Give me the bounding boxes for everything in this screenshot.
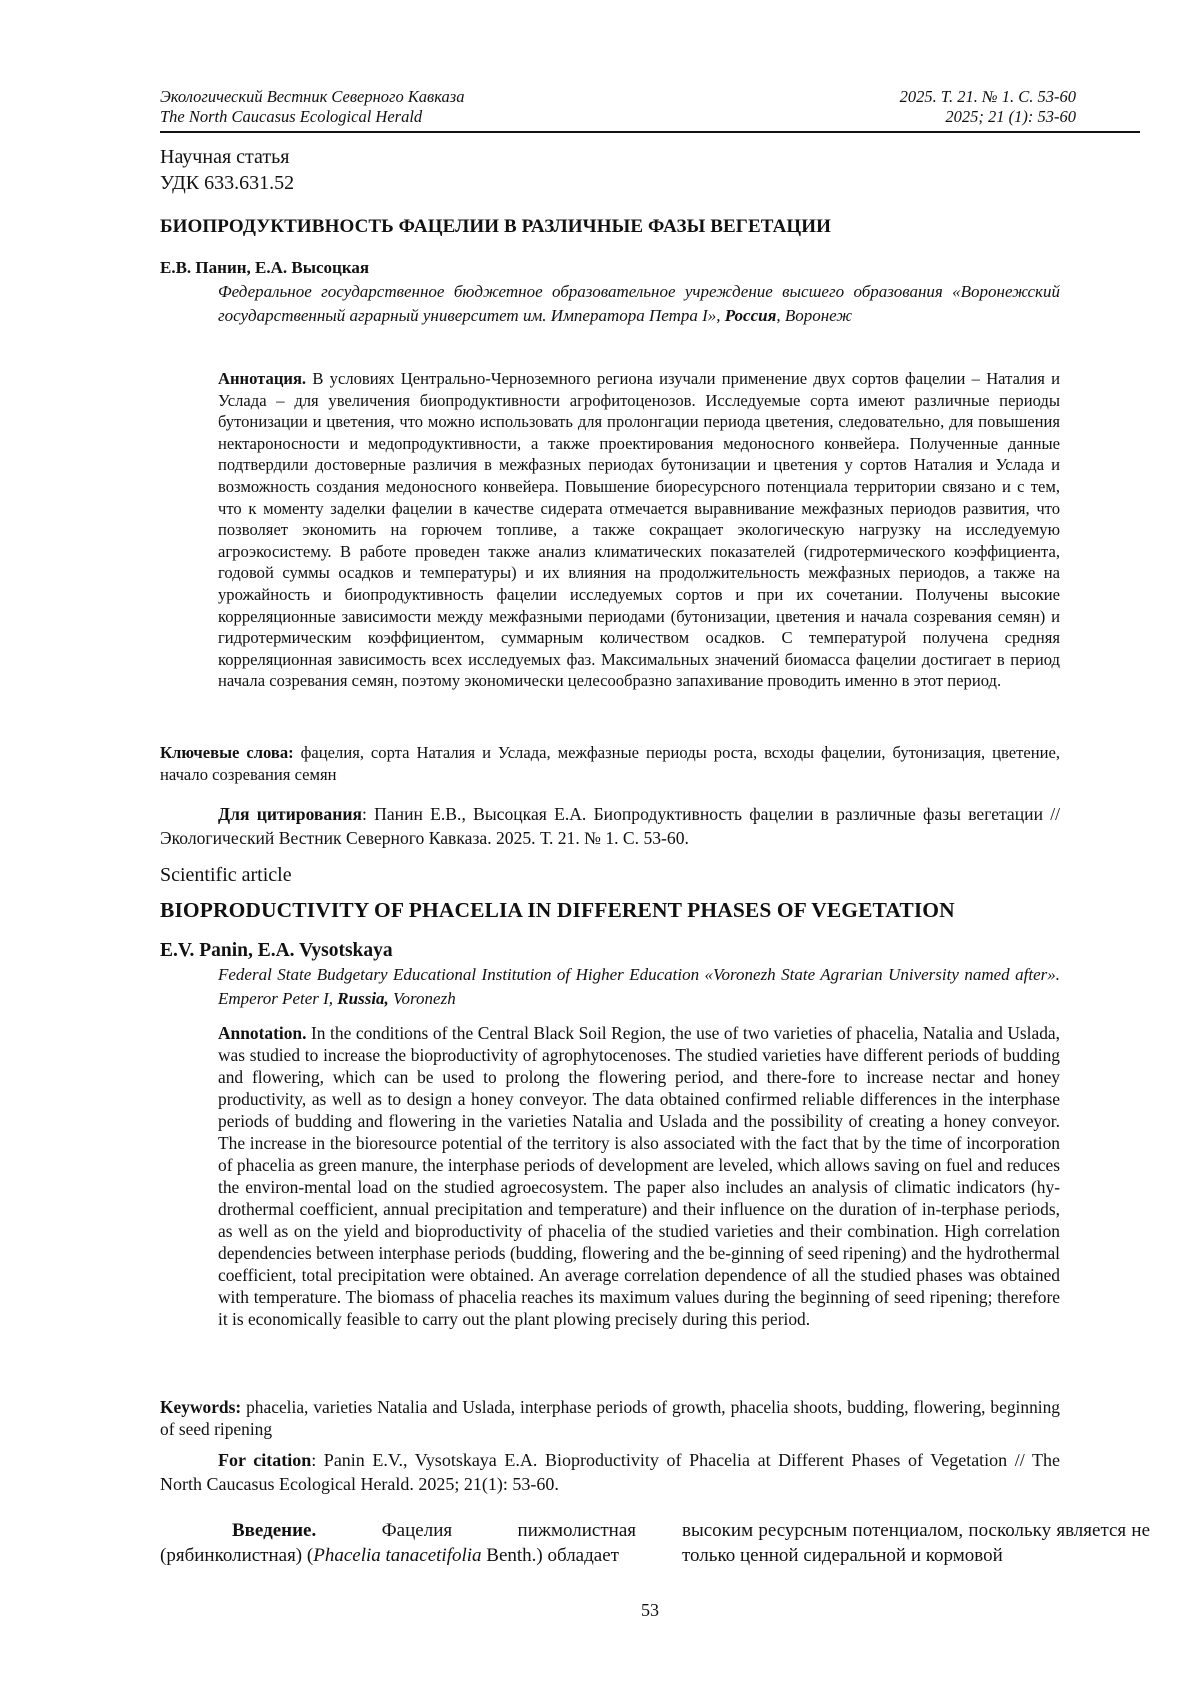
abstract-en-text: In the conditions of the Central Black Soil Region, the use of two varieties of phacelia, Natalia and Uslada, was studied to increase the bioproductivity of agrophytocenoses. The studied varieties have different periods of budding and flowering, which can be used to prolong the flowering period, and there-fore to increase nectar and honey productivity, as well as to design a honey conveyor. The data obtained confirmed reliable differences in the interphase periods of budding and flowering in the varieties Natalia and Uslada and the possibility of creating a honey conveyor. The increase in the bioresource potential of the territory is also associated with the fact that by the time of incorporation of phacelia as green manure, the interphase periods of development are leveled, which allows saving on fuel and reduces the environ-mental load on the studied agroecosystem. The paper also includes an analysis of climatic indicators (hy-drothermal coefficient, annual precipitation and temperature) and their influence on the duration of in-terphase periods, as well as on the yield and bioproductivity of phacelia of the studied varieties and their combination. High correlation dependencies between interphase periods (budding, flowering and the be-ginning of seed ripening) and the hydrothermal coefficient, total precipitation were obtained. An average correlation dependence of all the studied phases was obtained with temperature. The biomass of phacelia reaches its maximum values during the beginning of seed ripening; therefore it is economically feasible to carry out the plant plowing precisely during this period. [218, 1023, 1060, 1329]
affiliation-ru-country: Россия [724, 306, 777, 325]
citation-ru [160, 802, 1060, 850]
intro-right-column [682, 1518, 1150, 1568]
citation-ru-label: Для цитирования [218, 804, 363, 824]
keywords-en-text: phacelia, varieties Natalia and Uslada, interphase periods of growth, phacelia shoots, budding, flowering, beginning of seed ripening [160, 1397, 1060, 1439]
abstract-ru [218, 368, 1060, 692]
affiliation-ru-city: , Воронеж [776, 306, 853, 325]
intro-left-column [160, 1518, 636, 1568]
citation-ru-text: : Панин Е.В., Высоцкая Е.А. Биопродуктивность фацелии в различные фазы вегетации // Экологический Вестник Северного Кавказа. 2025. Т. 21. № 1. С. 53-60. [160, 804, 1060, 848]
abstract-ru-label: Аннотация. [218, 369, 307, 388]
udc: УДК 633.631.52 [160, 172, 295, 194]
affiliation-en-text: Federal State Budgetary Educational Institution of Higher Education «Voronezh State Agrarian University named after». Emperor Peter I, [218, 965, 1060, 1008]
keywords-ru-text: фацелия, сорта Наталия и Услада, межфазные периоды роста, всходы фацелии, бутонизация, цветение, начало созревания семян [160, 743, 1060, 784]
journal-title-ru: Экологический Вестник Северного Кавказа [160, 87, 465, 106]
article-type-en: Scientific article [160, 864, 292, 886]
intro-left-text: Фацелия пижмолистная (рябинколистная) ( [160, 1520, 636, 1566]
authors-en: E.V. Panin, E.A. Vysotskaya [160, 940, 393, 961]
affiliation-en [218, 963, 1060, 1011]
issue-en: 2025; 21 (1): 53-60 [945, 107, 1076, 126]
affiliation-en-city: Voronezh [388, 989, 456, 1008]
affiliation-en-country: Russia, [337, 989, 389, 1008]
authors-ru: Е.В. Панин, Е.А. Высоцкая [160, 258, 370, 277]
title-en: BIOPRODUCTIVITY OF PHACELIA IN DIFFERENT PHASES OF VEGETATION [160, 898, 955, 922]
title-ru: БИОПРОДУКТИВНОСТЬ ФАЦЕЛИИ В РАЗЛИЧНЫЕ ФАЗЫ ВЕГЕТАЦИИ [160, 216, 832, 237]
intro-label: Введение. [232, 1520, 317, 1541]
intro-left-text-end: Benth.) обладает [481, 1545, 619, 1566]
abstract-ru-text: В условиях Центрально-Черноземного региона изучали применение двух сортов фацелии – Наталия и Услада – для увеличения биопродуктивности агрофитоценозов. Исследуемые сорта имеют различные периоды бутонизации и цветения, что можно использовать для пролонгации периода цветения, следовательно, для повышения нектароносности и медопродуктивности, а также проектирования медоносного конвейера. Полученные данные подтвердили достоверные различия в межфазных периодах бутонизации и цветения у сортов Наталия и Услада и возможность создания медоносного конвейера. Повышение биоресурсного потенциала территории связано и с тем, что к моменту заделки фацелии в качестве сидерата отмечается выравнивание межфазных периодов развития, что позволяет экономить на горючем топливе, а также сокращает экологическую нагрузку на исследуемую агроэкосистему. В работе проведен также анализ климатических показателей (гидротермического коэффициента, годовой суммы осадков и температуры) и их влияния на продолжительность межфазных периодов, а также на урожайность и биопродуктивность фацелии исследуемых сортов и при их сочетании. Получены высокие корреляционные зависимости между межфазными периодами (бутонизации, цветения и начала созревания семян) и гидротермическим коэффициентом, суммарным количеством осадков. С температурой получена средняя корреляционная зависимость всех исследуемых фаз. Максимальных значений биомасса фацелии достигает в период начала созревания семян, поэтому экономически целесообразно запахивание проводить именно в этот период. [218, 369, 1060, 691]
keywords-ru [160, 742, 1060, 786]
issue-ru: 2025. Т. 21. № 1. С. 53-60 [899, 87, 1076, 106]
keywords-ru-label: Ключевые слова: [160, 743, 294, 762]
citation-en [160, 1448, 1060, 1496]
citation-en-text: : Panin E.V., Vysotskaya E.A. Bioproductivity of Phacelia at Different Phases of Vegetation // The North Caucasus Ecological Herald. 2025; 21(1): 53-60. [160, 1450, 1060, 1494]
keywords-en-label: Keywords: [160, 1397, 242, 1417]
affiliation-ru-text: Федеральное государственное бюджетное образовательное учреждение высшего образования «Воронежский государственный аграрный университет им. Императора Петра I», [218, 282, 1060, 325]
article-type-ru: Научная статья [160, 146, 290, 168]
journal-title-en: The North Caucasus Ecological Herald [160, 107, 423, 126]
abstract-en-label: Annotation. [218, 1023, 307, 1043]
citation-en-label: For citation [218, 1450, 312, 1470]
keywords-en [160, 1396, 1060, 1440]
affiliation-ru [218, 280, 1060, 328]
abstract-en [218, 1022, 1060, 1330]
page-number: 53 [641, 1600, 659, 1620]
intro-species: Phacelia tanacetifolia [313, 1545, 482, 1566]
intro-right-text: высоким ресурсным потенциалом, поскольку является не только ценной сидеральной и кормовой [682, 1520, 1150, 1566]
header-rule [160, 131, 1140, 133]
